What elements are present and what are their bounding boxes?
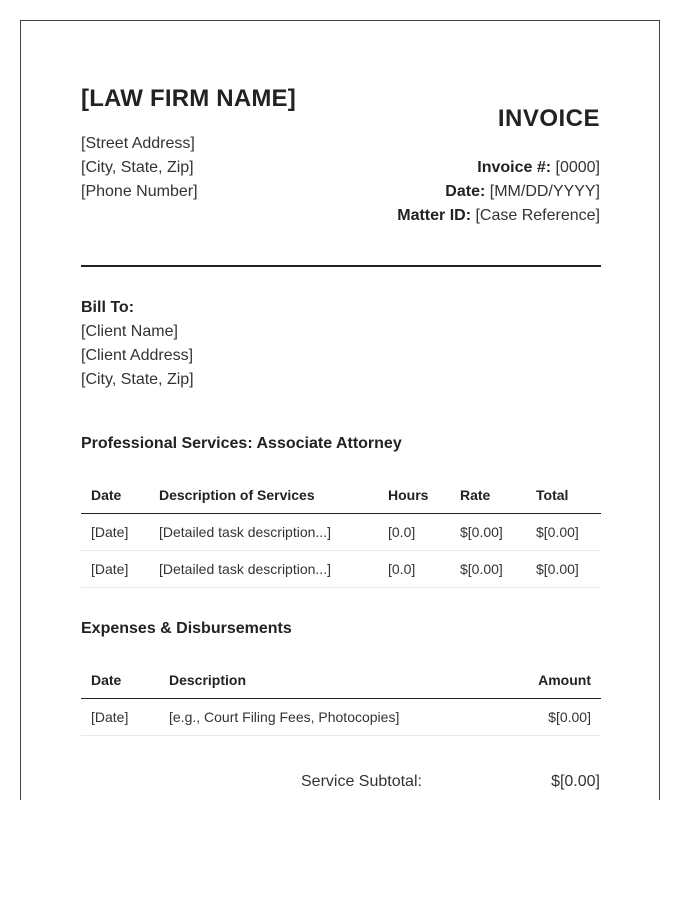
- service-hours: [0.0]: [378, 551, 450, 588]
- service-description: [Detailed task description...]: [149, 551, 378, 588]
- client-address: [Client Address]: [81, 347, 194, 364]
- invoice-date-label: Date:: [445, 183, 486, 200]
- bill-to-heading: Bill To:: [81, 299, 135, 316]
- expenses-heading: Expenses & Disbursements: [81, 620, 292, 637]
- firm-name: [LAW FIRM NAME]: [81, 85, 296, 112]
- firm-street-address: [Street Address]: [81, 135, 195, 152]
- service-subtotal-value: $[0.00]: [551, 773, 600, 790]
- service-rate: $[0.00]: [450, 514, 526, 551]
- services-heading: Professional Services: Associate Attorney: [81, 435, 402, 452]
- service-total: $[0.00]: [526, 514, 601, 551]
- invoice-document: [20, 20, 660, 800]
- col-description: Description of Services: [149, 477, 378, 514]
- firm-city-state-zip: [City, State, Zip]: [81, 159, 194, 176]
- service-date: [Date]: [81, 514, 149, 551]
- expense-amount: $[0.00]: [491, 699, 601, 736]
- invoice-date: [445, 183, 600, 201]
- client-name: [Client Name]: [81, 323, 178, 340]
- invoice-date-value: [MM/DD/YYYY]: [489, 183, 600, 200]
- service-total: $[0.00]: [526, 551, 601, 588]
- firm-phone-number: [Phone Number]: [81, 183, 198, 200]
- invoice-title: INVOICE: [497, 105, 600, 132]
- col-rate: Rate: [450, 477, 526, 514]
- matter-id: [397, 207, 600, 225]
- matter-id-label: Matter ID:: [397, 207, 472, 224]
- expenses-table: [81, 662, 601, 736]
- service-description: [Detailed task description...]: [149, 514, 378, 551]
- expenses-header-row: [81, 662, 601, 699]
- invoice-number-label: Invoice #:: [477, 159, 552, 176]
- services-header-row: [81, 477, 601, 514]
- col-description: Description: [159, 662, 491, 699]
- expense-description: [e.g., Court Filing Fees, Photocopies]: [159, 699, 491, 736]
- services-table: [81, 477, 601, 588]
- col-date: Date: [81, 477, 149, 514]
- table-row: [81, 699, 601, 736]
- header-divider: [81, 265, 601, 267]
- invoice-number: [477, 159, 600, 177]
- matter-id-value: [Case Reference]: [475, 207, 600, 224]
- service-hours: [0.0]: [378, 514, 450, 551]
- service-date: [Date]: [81, 551, 149, 588]
- expense-date: [Date]: [81, 699, 159, 736]
- table-row: [81, 551, 601, 588]
- service-rate: $[0.00]: [450, 551, 526, 588]
- table-row: [81, 514, 601, 551]
- col-hours: Hours: [378, 477, 450, 514]
- invoice-number-value: [0000]: [555, 159, 600, 176]
- col-amount: Amount: [491, 662, 601, 699]
- client-city-state-zip: [City, State, Zip]: [81, 371, 194, 388]
- service-subtotal-label: Service Subtotal:: [301, 773, 422, 790]
- col-date: Date: [81, 662, 159, 699]
- col-total: Total: [526, 477, 601, 514]
